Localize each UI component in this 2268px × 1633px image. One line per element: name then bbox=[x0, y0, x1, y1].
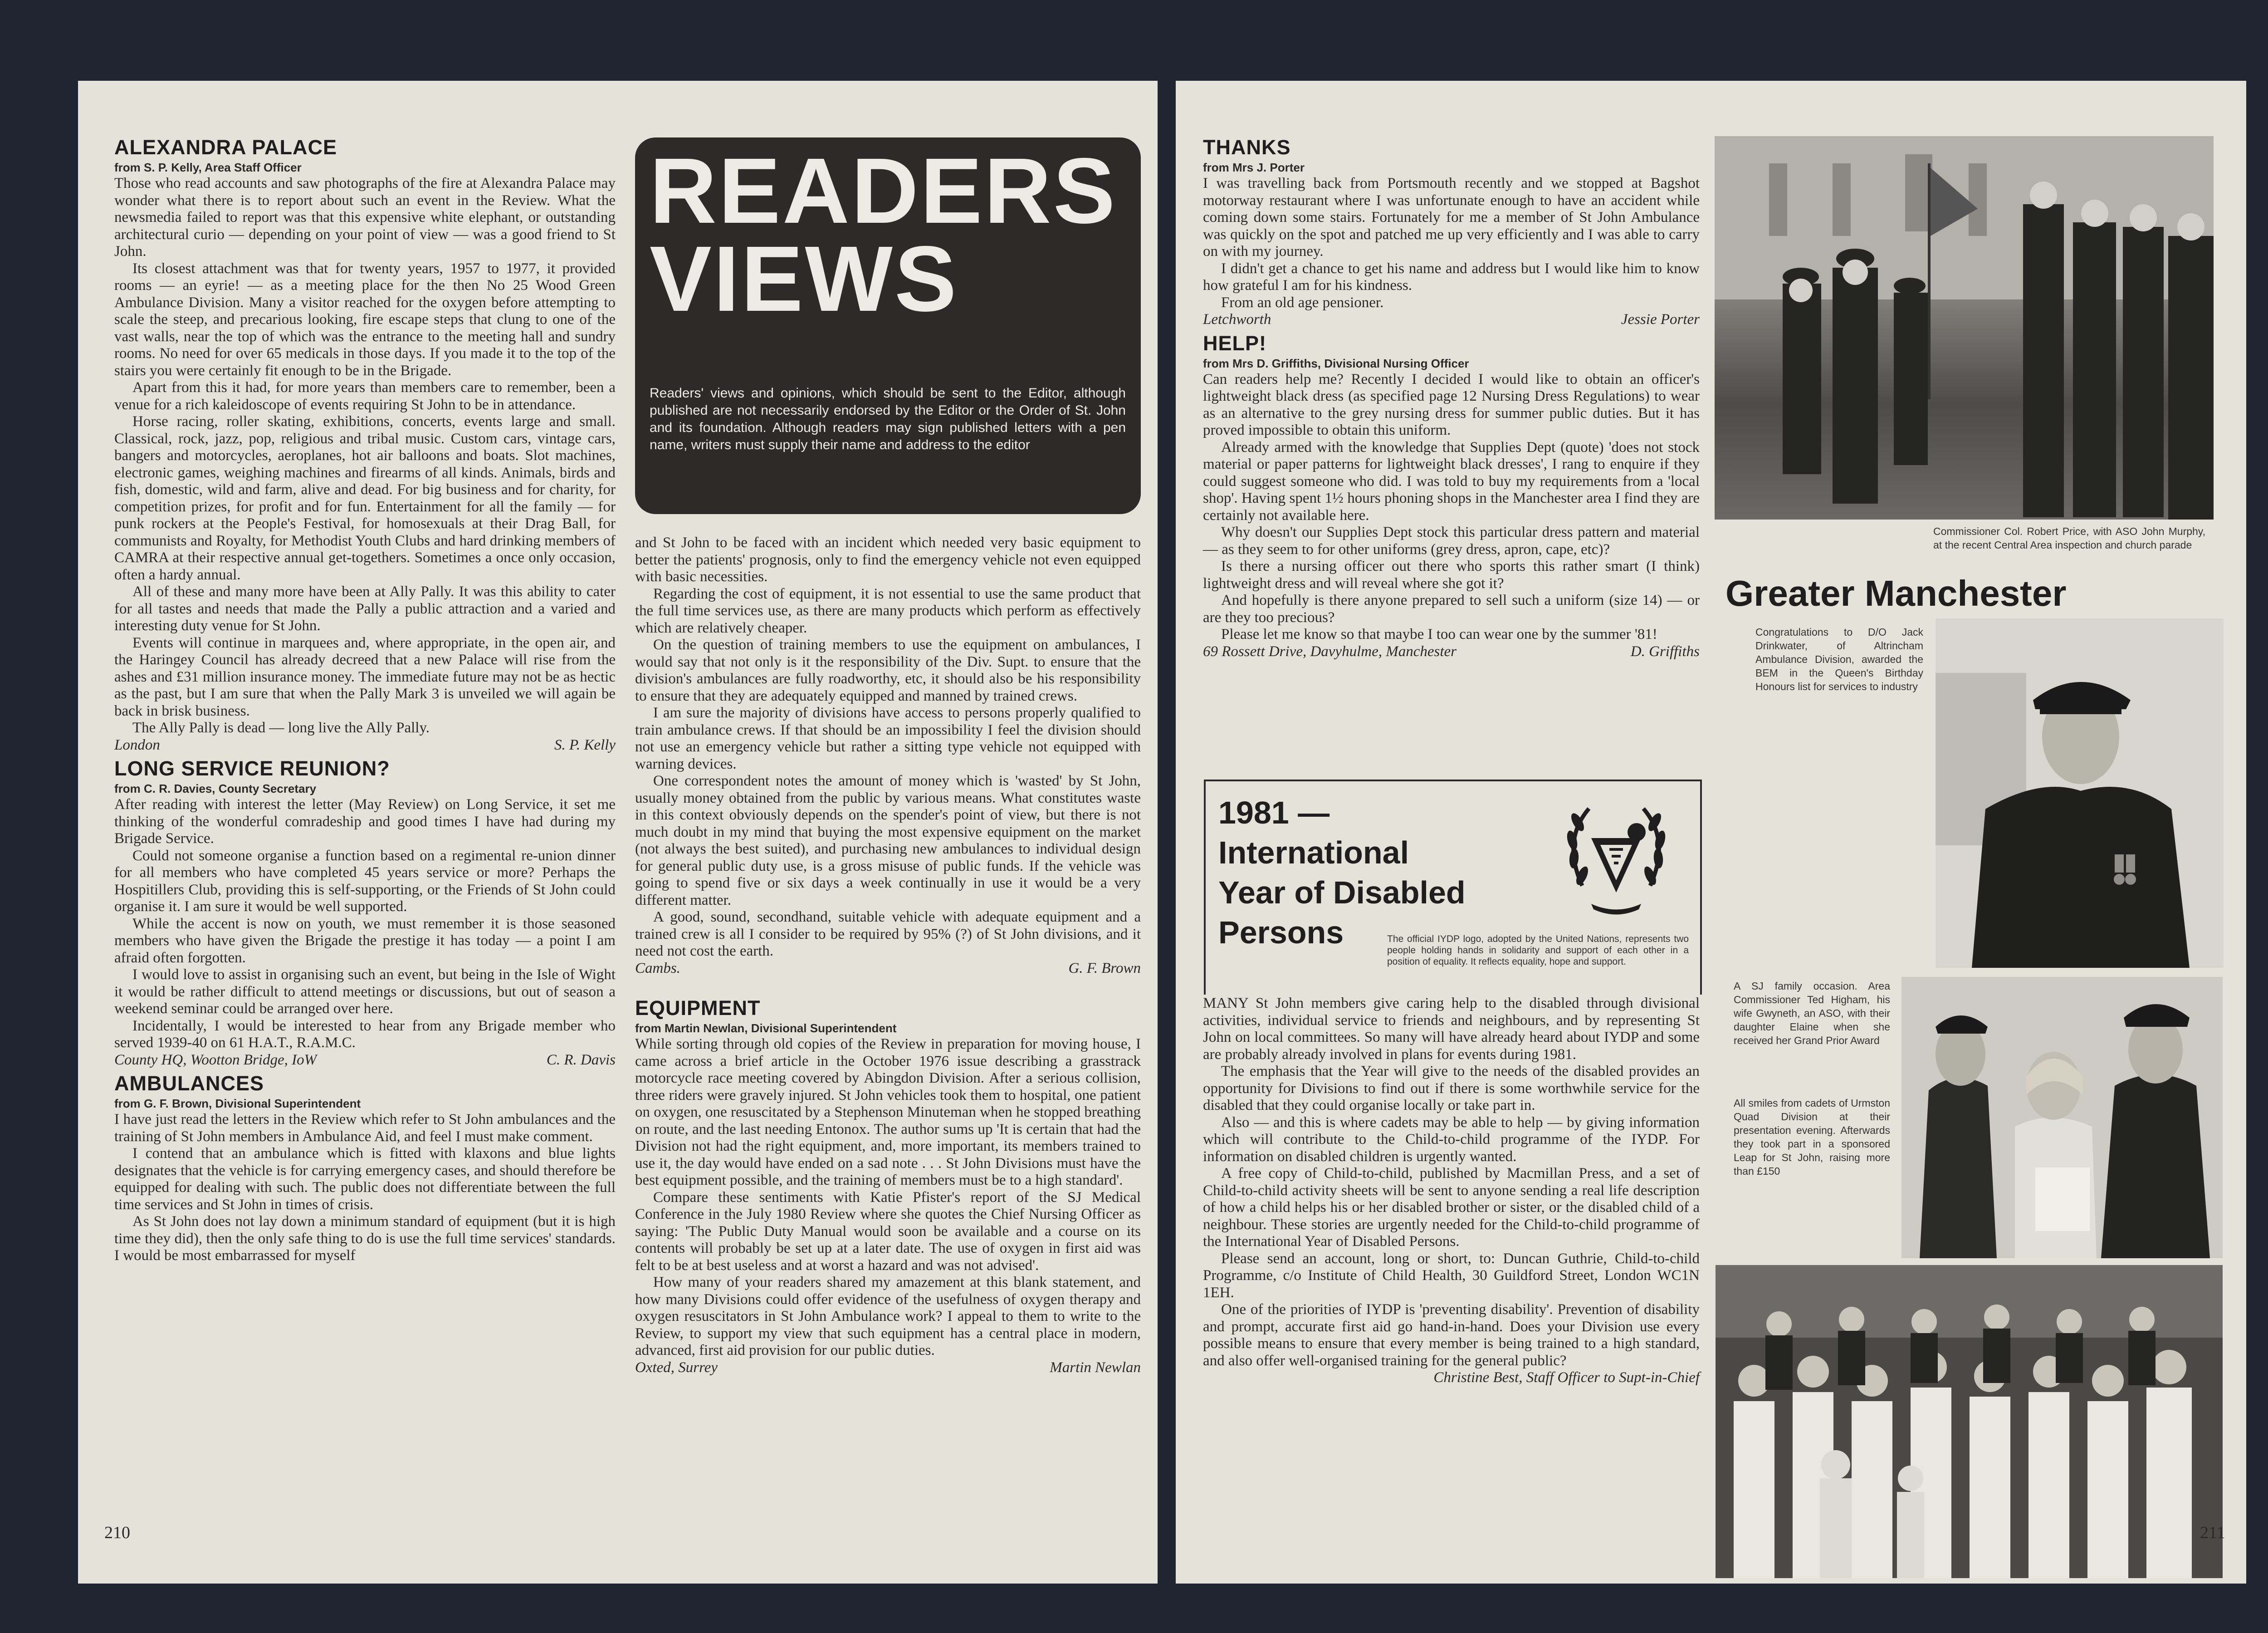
paragraph: After reading with interest the letter (May Review) on Long Service, it set me thinking of the wonderful comradeship and good times I have had during my Brigade Service. bbox=[114, 796, 616, 847]
letter-thanks bbox=[1203, 135, 1700, 329]
banner-note: Readers' views and opinions, which should be sent to the Editor, although published are not necessarily endorsed by the Editor or the Order of St. John and its foundation. Although readers may sign published letters with a pen name, writers must supply their name and address to the editor bbox=[650, 386, 1126, 452]
iydp-article bbox=[1203, 995, 1700, 1387]
signature-name: S. P. Kelly bbox=[554, 736, 616, 753]
iydp-title-line: Year of Disabled bbox=[1218, 875, 1466, 910]
paragraph: Compare these sentiments with Katie Pfister's report of the SJ Medical Conference in the July 1980 Review where she quotes the Chief Nursing Officer as saying: 'The Public Duty Manual would soon be available and a course on its contents will probably be set up at a later date. The use of oxygen in first aid was felt to be at best useless and at worst a hazard and was not advised'. bbox=[635, 1189, 1141, 1274]
letter-byline: from Mrs J. Porter bbox=[1203, 161, 1305, 174]
left-page bbox=[78, 81, 1158, 1584]
paragraph: Please send an account, long or short, to: Duncan Guthrie, Child-to-child Programme, c/o Institute of Child Health, 30 Guildford Street, London WC1N 1EH. bbox=[1203, 1250, 1700, 1301]
letter-signature bbox=[114, 737, 616, 754]
paragraph: As St John does not lay down a minimum standard of equipment (but it is high time they did), then the only safe thing to do is use the full time services' standards. I would be most embarrassed for myself bbox=[114, 1213, 616, 1264]
paragraph: Please let me know so that maybe I too can wear one by the summer '81! bbox=[1221, 626, 1657, 642]
signature-name: Jessie Porter bbox=[1621, 311, 1700, 328]
caption-family: A SJ family occasion. Area Commissioner Ted Higham, his wife Gwyneth, an ASO, with their daughter Elaine when she received her Grand Prior Award bbox=[1734, 980, 1890, 1046]
paragraph: How many of your readers shared my amazement at this blank statement, and how many Divisions could offer evidence of the usefulness of oxygen therapy and oxygen resuscitators in St John Ambulance work? I appeal to them to write to the Review, to support my view that such equipment has a central place in modern, advanced, first aid provision for our public duties. bbox=[635, 1274, 1141, 1358]
paragraph: Why doesn't our Supplies Dept stock this particular dress pattern and material — as they seem to for other uniforms (grey dress, apron, cape, etc)? bbox=[1203, 524, 1700, 558]
caption-bem: Congratulations to D/O Jack Drinkwater, of Altrincham Ambulance Division, awarded the BEM in the Queen's Birthday Honours list for services to industry bbox=[1755, 626, 1923, 692]
paragraph: One of the priorities of IYDP is 'preventing disability'. Prevention of disability and prompt, accurate first aid go hand-in-hand. Does your Division use every possible means to ensure that every member is being trained to a high standard, and also offer well-organised training for the general public? bbox=[1203, 1301, 1700, 1369]
article-signature: Christine Best, Staff Officer to Supt-in-Chief bbox=[1433, 1369, 1700, 1386]
signature-place: London bbox=[114, 736, 160, 753]
parade-photo bbox=[1715, 136, 2214, 520]
iydp-box bbox=[1204, 780, 1702, 995]
signature-name: D. Griffiths bbox=[1630, 643, 1700, 660]
paragraph: Can readers help me? Recently I decided I would like to obtain an officer's lightweight black dress (as specified page 12 Nursing Dress Regulations) to wear as an alternative to the grey nursing dress for summer public duties. But it has proved impossible to obtain this uniform. bbox=[1203, 371, 1700, 438]
paragraph: Events will continue in marquees and, where appropriate, in the open air, and the Haringey Council has already decreed that a new Palace will rise from the ashes and £31 million insurance money. The immediate future may not be as hectic as the past, but I am sure that when the Pally Mark 3 is unveiled we will again be back in brisk business. bbox=[114, 634, 616, 719]
iydp-logo-caption: The official IYDP logo, adopted by the United Nations, represents two people holding hands in solidarity and support of each other in a position of equality. It reflects equality, hope and support. bbox=[1387, 934, 1689, 967]
paragraph: From an old age pensioner. bbox=[1221, 294, 1384, 311]
paragraph: I contend that an ambulance which is fitted with klaxons and blue lights designates that the vehicle is for carrying emergency cases, and should therefore be equipped for dealing with such. The public does not differentiate between the full time services and St John in times of crisis. bbox=[114, 1145, 616, 1213]
letter-byline: from C. R. Davies, County Secretary bbox=[114, 782, 317, 795]
cadets-group-photo bbox=[1716, 1265, 2223, 1578]
paragraph: The emphasis that the Year will give to the needs of the disabled provides an opportunity for Divisions to find out if there is some worthwhile service for the disabled that they could organise locally or take part in. bbox=[1203, 1063, 1700, 1113]
signature-place: Cambs. bbox=[635, 960, 680, 976]
banner-title-views: VIEWS bbox=[650, 227, 958, 331]
right-page bbox=[1176, 81, 2246, 1584]
family-photo bbox=[1901, 977, 2223, 1258]
paragraph: Its closest attachment was that for twenty years, 1957 to 1977, it provided rooms — an eyrie! — as a meeting place for the then No 25 Wood Green Ambulance Division. Many a visitor reached for the oxygen before attempting to scale the steep, and precarious looking, fire escape steps that clung to one of the vast walls, near the top of which was the entrance to the meeting hall and sundry rooms. No need for over 65 medicals in those days. If you made it to the top of the stairs you were certainly fit enough to be in the Brigade. bbox=[114, 260, 616, 379]
banner-title-readers: READERS bbox=[650, 139, 1117, 243]
letter-signature bbox=[635, 960, 1141, 977]
letter-heading: AMBULANCES bbox=[114, 1072, 264, 1095]
iydp-logo-icon bbox=[1546, 790, 1686, 922]
paragraph: I have just read the letters in the Review which refer to St John ambulances and the training of St John members in Ambulance Aid, and feel I must make comment. bbox=[114, 1111, 616, 1145]
paragraph: Horse racing, roller skating, exhibitions, concerts, events large and small. Classical, rock, jazz, pop, religious and tribal music. Custom cars, vintage cars, bangers and motorcycles, aeroplanes, hot air balloons and boats. Slot machines, electronic games, weighing machines and firearms of all kinds. Animals, birds and fish, domestic, wild and farm, alive and dead. For big business and for charity, for competition prizes, for profit and for fun. Entertainment for all the family — for punk rockers at the People's Festival, for homosexuals at their Drag Ball, for communists and Royalty, for Methodist Youth Clubs and hard drinking members of CAMRA at their respective annual get-togethers. Sometimes a once only occasion, often a hardy annual. bbox=[114, 413, 616, 583]
paragraph: Incidentally, I would be interested to hear from any Brigade member who served 1939-40 on 61 H.A.T., R.A.M.C. bbox=[114, 1017, 616, 1051]
signature-place: Oxted, Surrey bbox=[635, 1359, 718, 1376]
letter-heading: ALEXANDRA PALACE bbox=[114, 136, 337, 159]
paragraph: and St John to be faced with an incident which needed very basic equipment to better the patients' prognosis, only to find the emergency vehicle not even equipped with basic necessities. bbox=[635, 535, 1141, 585]
letter-alexandra-palace bbox=[114, 135, 616, 754]
greater-manchester-heading: Greater Manchester bbox=[1725, 573, 2067, 613]
readers-views-banner bbox=[635, 137, 1141, 514]
paragraph: All of these and many more have been at Ally Pally. It was this ability to cater for all tastes and needs that made the Pally a public attraction and a varied and interesting duty venue for St John. bbox=[114, 584, 616, 634]
letter-byline: from G. F. Brown, Divisional Superintendent bbox=[114, 1097, 361, 1110]
left-column-1 bbox=[114, 135, 616, 1265]
right-column-letters bbox=[1203, 135, 1700, 663]
signature-place: 69 Rossett Drive, Davyhulme, Manchester bbox=[1203, 643, 1457, 660]
iydp-title-line: Persons bbox=[1218, 915, 1344, 950]
page-number: 210 bbox=[104, 1523, 130, 1542]
letter-byline: from S. P. Kelly, Area Staff Officer bbox=[114, 161, 302, 174]
paragraph: MANY St John members give caring help to the disabled through divisional activities, individual service to friends and neighbours, and by representing St John on local committees. So many will have already heard about IYDP and some are probably already involved in plans for events during 1981. bbox=[1203, 995, 1700, 1063]
caption-cadets: All smiles from cadets of Urmston Quad Division at their presentation evening. Afterwards they took part in a sponsored Leap for St John, raising more than £150 bbox=[1734, 1097, 1890, 1177]
letter-signature bbox=[635, 1359, 1141, 1377]
letter-heading: HELP! bbox=[1203, 331, 1266, 355]
paragraph: I didn't get a chance to get his name and address but I would like him to know how grateful I am for his kindness. bbox=[1203, 260, 1700, 294]
paragraph: Is there a nursing officer out there who sports this rather smart (I think) lightweight dress and will reveal where she got it? bbox=[1203, 558, 1700, 592]
letter-signature bbox=[1203, 643, 1700, 661]
letter-long-service-reunion bbox=[114, 756, 616, 1069]
paragraph: A free copy of Child-to-child, published by Macmillan Press, and a set of Child-to-child activity sheets will be sent to anyone sending a real life description of how a child helps his or her disabled brother or sister, or the disabled child of a neighbour. These stories are urgently needed for the Child-to-child programme of the International Year of Disabled Persons. bbox=[1203, 1165, 1700, 1250]
signature-place: Letchworth bbox=[1203, 311, 1271, 328]
paragraph: Already armed with the knowledge that Supplies Dept (quote) 'does not stock material or paper patterns for lightweight black dresses', I rang to enquire if they could suggest someone who did. I was told to buy my requirements from a 'local shop'. Having spent 1½ hours phoning shops in the Manchester area I find they are certainly not available here. bbox=[1203, 439, 1700, 524]
letter-heading: EQUIPMENT bbox=[635, 996, 761, 1020]
paragraph: And hopefully is there anyone prepared to sell such a uniform (size 14) — or are they too precious? bbox=[1203, 592, 1700, 626]
paragraph: Those who read accounts and saw photographs of the fire at Alexandra Palace may wonder what there is to report about such an event in the Review. What the newsmedia failed to report was that this expensive white elephant, or outstanding architectural curio — depending on your point of view — was a good friend to St John. bbox=[114, 175, 616, 260]
iydp-title bbox=[1218, 793, 1466, 952]
letter-byline: from Martin Newlan, Divisional Superintendent bbox=[635, 1021, 897, 1035]
left-column-2 bbox=[635, 535, 1141, 1379]
iydp-title-line: 1981 — bbox=[1218, 795, 1330, 830]
paragraph: The Ally Pally is dead — long live the Ally Pally. bbox=[132, 720, 430, 736]
signature-name: G. F. Brown bbox=[1068, 960, 1141, 976]
caption-parade: Commissioner Col. Robert Price, with ASO John Murphy, at the recent Central Area inspection and church parade bbox=[1933, 525, 2205, 551]
paragraph: While sorting through old copies of the Review in preparation for moving house, I came across a brief article in the October 1976 issue describing a grasstrack motorcycle race meeting covered by Abingdon Division. After a serious collision, three riders were gravely injured. St John vehicles took them to hospital, one patient on oxygen, one resuscitated by a Stephenson Minuteman when he stopped breathing on route, and the last needing Entonox. The author sums up 'It is certain that had the Division not had the right equipment, and, more important, its members trained to use it, the day would have ended on a sad note . . . St John Divisions must have the best equipment possible, and the training of members must be to a high standard'. bbox=[635, 1036, 1141, 1188]
letter-signature bbox=[1203, 311, 1700, 329]
signature-name: Martin Newlan bbox=[1050, 1359, 1141, 1376]
letter-equipment bbox=[635, 996, 1141, 1376]
paragraph: Also — and this is where cadets may be able to help — by giving information which will contribute to the Child-to-child programme of the IYDP. For information on disabled children is urgently wanted. bbox=[1203, 1114, 1700, 1165]
paragraph: Could not someone organise a function based on a regimental re-union dinner for all members who have completed 45 years service or more? Perhaps the Hospitillers Club, providing this is self-supporting, or the Friends of St John could organise it. I am sure it would be well supported. bbox=[114, 847, 616, 915]
paragraph: A good, sound, secondhand, suitable vehicle with adequate equipment and a trained crew is all I consider to be required by 95% (?) of St John divisions, and it need not cost the earth. bbox=[635, 909, 1141, 959]
letter-heading: LONG SERVICE REUNION? bbox=[114, 757, 390, 780]
letter-signature bbox=[114, 1052, 616, 1069]
letter-help bbox=[1203, 331, 1700, 661]
iydp-title-line: International bbox=[1218, 835, 1409, 870]
letter-byline: from Mrs D. Griffiths, Divisional Nursing Officer bbox=[1203, 356, 1469, 370]
paragraph: I am sure the majority of divisions have access to persons properly qualified to train ambulance crews. If that should be an impossibility I feel the division should not use an emergency vehicle but rather a sitting type vehicle not equipped with warning devices. bbox=[635, 705, 1141, 772]
paragraph: Apart from this it had, for more years than members care to remember, been a venue for a rich kaleidoscope of events requiring St John to be in attendance. bbox=[114, 379, 616, 413]
letter-ambulances-continued bbox=[635, 535, 1141, 977]
paragraph: While the accent is now on youth, we must remember it is those seasoned members who have given the Brigade the prestige it has today — a point I am afraid often forgotten. bbox=[114, 915, 616, 966]
paragraph: I was travelling back from Portsmouth recently and we stopped at Bagshot motorway restaurant where I was unfortunate enough to have an accident while coming down some stairs. Fortunately for me a member of St John Ambulance was quickly on the spot and patched me up very efficiently and I was able to carry on with my journey. bbox=[1203, 175, 1700, 260]
paragraph: Regarding the cost of equipment, it is not essential to use the same product that the full time services use, as there are many products which perform as effectively which are relatively cheaper. bbox=[635, 585, 1141, 636]
bem-portrait-photo bbox=[1936, 618, 2224, 968]
signature-place: County HQ, Wootton Bridge, IoW bbox=[114, 1051, 317, 1068]
page-number: 211 bbox=[2200, 1523, 2225, 1542]
letter-ambulances bbox=[114, 1071, 616, 1265]
signature-name: C. R. Davis bbox=[546, 1051, 616, 1068]
paragraph: One correspondent notes the amount of money which is 'wasted' by St John, usually money obtained from the public by various means. What constitutes waste in this context obviously depends on the spender's point of view, but there is not much doubt in my mind that buying the most expensive equipment on the market (not always the best suited), and purchasing new ambulances to individual design for general public duty use, is a gross misuse of public funds. If the vehicle was going to spend five or six days a week continually in use it would be a very different matter. bbox=[635, 773, 1141, 908]
paragraph: On the question of training members to use the equipment on ambulances, I would say that not only is it the responsibility of the Div. Supt. to ensure that the division's ambulances are fully roadworthy, etc, it should also be his responsibility to ensure that they are adequately equipped and manned by trained crews. bbox=[635, 637, 1141, 704]
paragraph: I would love to assist in organising such an event, but being in the Isle of Wight it would be rather difficult to attend meetings or discussions, but out of season a weekend seminar could be arranged over here. bbox=[114, 966, 616, 1017]
letter-heading: THANKS bbox=[1203, 136, 1291, 159]
